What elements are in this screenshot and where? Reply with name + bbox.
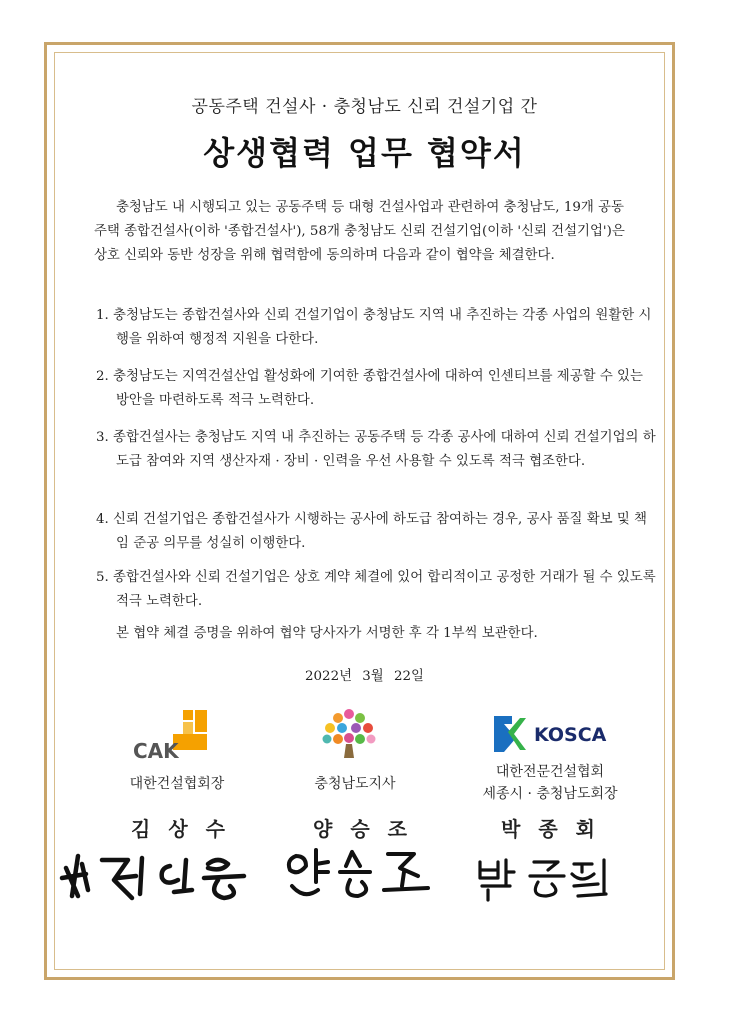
cak-logo-square-1 [183,710,193,720]
document-subtitle: 공동주택 건설사 · 충청남도 신뢰 건설기업 간 [191,97,538,117]
signature-chungnam [282,842,454,904]
article-3: 3. 종합건설사는 충청남도 지역 내 추진하는 공동주택 등 각종 공사에 대하여 신뢰 건설기업의 하도급 참여와 지역 생산자재 · 장비 · 인력을 우선 사용할 수 있도록 적극 협조한다. [96,430,656,469]
signature-kosca [474,852,624,904]
kosca-logo [490,710,610,758]
document-title: 상생협력 업무 협약서 [203,134,526,172]
article-2: 2. 충청남도는 지역건설산업 활성화에 기여한 종합건설사에 대하여 인센티브를 제공할 수 있는 방안을 마련하도록 적극 노력한다. [96,369,643,408]
signing-date: 2022년 3월 22일 [305,669,424,684]
article-4: 4. 신뢰 건설기업은 종합건설사가 시행하는 공사에 하도급 참여하는 경우, 공사 품질 확보 및 책임 준공 의무를 성실히 이행한다. [96,512,647,551]
signatory-name-cak: 김상수 [131,817,243,841]
signatory-name-chungnam: 양승조 [313,817,425,841]
org-kosca-line1: 대한전문건설협회 [495,764,605,780]
article-5: 5. 종합건설사와 신뢰 건설기업은 상호 계약 체결에 있어 합리적이고 공정한 거래가 될 수 있도록 적극 노력한다. [96,570,656,609]
kosca-logo-text: KOSCA [534,724,607,746]
org-kosca-line2: 세종시 · 충청남도회장 [482,786,618,802]
cak-logo-text: CAK [133,739,179,762]
org-chungnam: 충청남도지사 [314,776,396,792]
article-1: 1. 충청남도는 종합건설사와 신뢰 건설기업이 충청남도 지역 내 추진하는 각종 사업의 원활한 시행을 위하여 행정적 지원을 다한다. [96,308,652,347]
signature-cak [58,846,273,908]
cak-logo [128,706,218,762]
intro-paragraph: 충청남도 내 시행되고 있는 공동주택 등 대형 건설사업과 관련하여 충청남도, 19개 공동주택 종합건설사(이하 '종합건설사'), 58개 충청남도 신뢰 건설기업(이하 '신뢰 건설기업')은 상호 신뢰와 동반 성장을 위해 협력함에 동의하며 다음과 같이 협약을 체결한다. [94,200,625,263]
signatory-name-kosca: 박종회 [501,817,613,841]
cak-logo-square-2 [195,710,207,732]
closing-paragraph: 본 협약 체결 증명을 위하여 협약 당사자가 서명한 후 각 1부씩 보관한다. [116,626,538,641]
chungnam-tree-logo [318,706,380,762]
cak-logo-square-3 [183,722,193,734]
org-cak: 대한건설협회장 [129,776,225,792]
